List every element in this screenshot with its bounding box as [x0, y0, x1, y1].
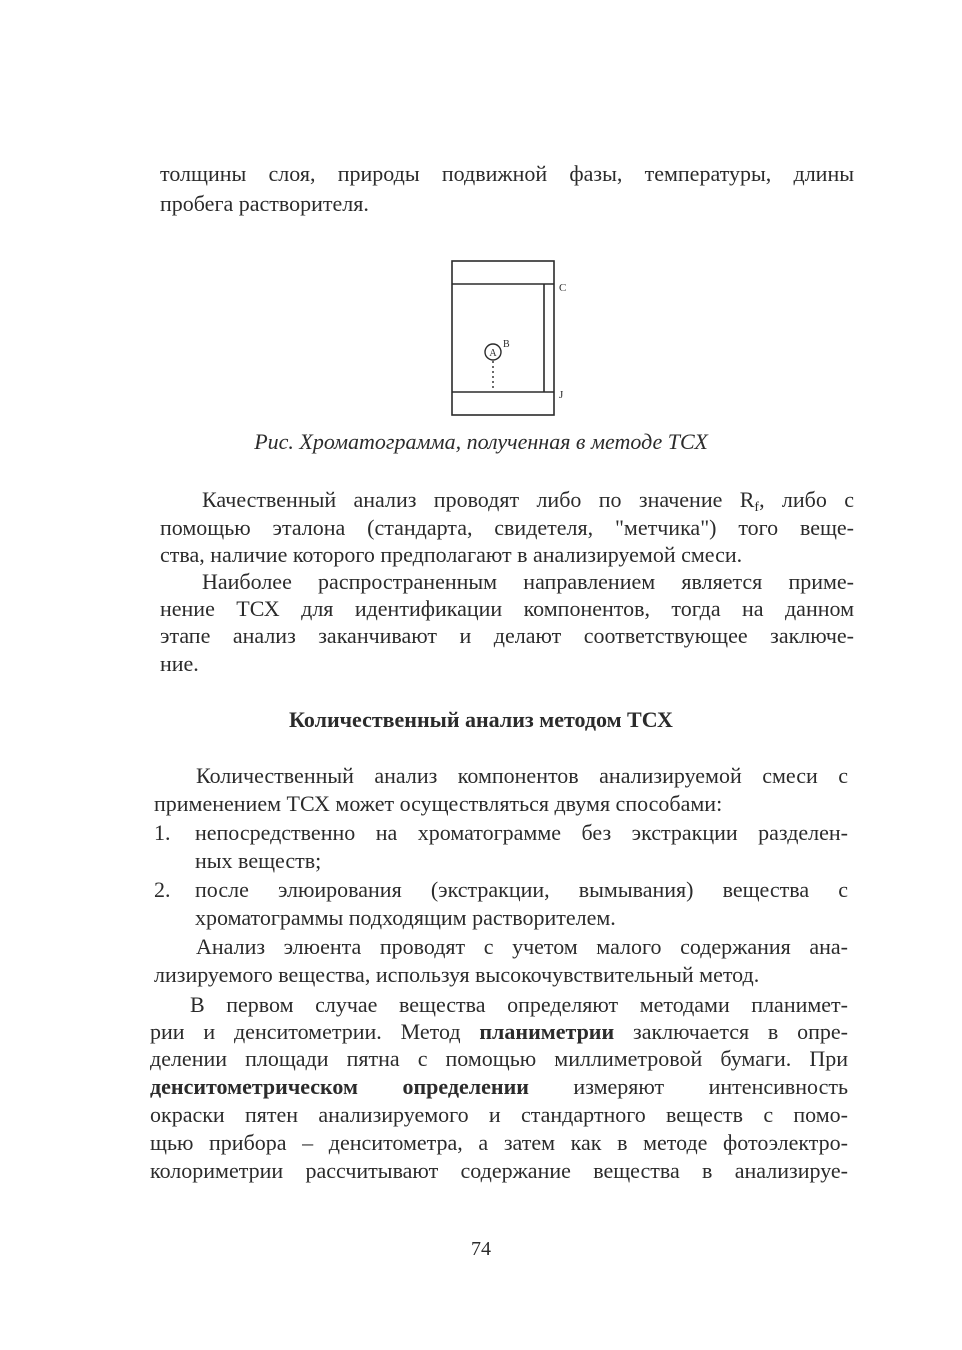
text-line: толщины слоя, природы подвижной фазы, температуры, длины — [160, 161, 854, 186]
bottom-marker: J — [559, 389, 564, 401]
chromatogram-figure — [446, 255, 576, 420]
text-line: ства, наличие которого предполагают в анализируемой смеси. — [160, 542, 743, 567]
spot-marker: B — [503, 339, 510, 350]
text-line: ние. — [160, 651, 199, 676]
text-line: применением ТСХ может осуществляться двумя способами: — [154, 791, 723, 816]
text-line: помощью эталона (стандарта, свидетеля, "метчика") того веще- — [160, 515, 854, 540]
text-line: колориметрии рассчитывают содержание вещества в анализируе- — [150, 1158, 848, 1183]
text-line: лизируемого вещества, используя высокочувствительный метод. — [154, 962, 760, 987]
page-number: 74 — [471, 1238, 491, 1260]
list-number: 2. — [154, 877, 171, 902]
text-line: рии и денситометрии. Метод планиметрии заключается в опре- — [150, 1019, 849, 1044]
list-item-line: после элюирования (экстракции, вымывания) вещества с — [195, 877, 848, 902]
text-line: В первом случае вещества определяют методами планимет- — [190, 992, 848, 1017]
text-line: этапе анализ заканчивают и делают соответствующее заключе- — [160, 623, 854, 648]
text-line: Качественный анализ проводят либо по значение $R_f$, либо с — [202, 487, 854, 515]
text-line: Наиболее распространенным направлением является приме- — [202, 569, 854, 594]
text-line: денситометрическом определении измеряют интенсивность — [150, 1074, 848, 1099]
spot-label: A — [489, 348, 497, 359]
list-number: 1. — [154, 820, 171, 845]
text-line: окраски пятен анализируемого и стандартного веществ с помо- — [150, 1102, 848, 1127]
list-item-line: непосредственно на хроматограмме без экстракции разделен- — [195, 820, 848, 845]
text-line: Анализ элюента проводят с учетом малого содержания ана- — [196, 934, 848, 959]
top-marker: C — [559, 282, 567, 294]
text-line: пробега растворителя. — [160, 191, 369, 216]
figure-caption: Рис. Хроматограмма, полученная в методе ТСХ — [254, 429, 708, 454]
list-item-line: ных веществ; — [195, 848, 322, 873]
section-heading: Количественный анализ методом ТСХ — [289, 707, 673, 732]
text-line: Количественный анализ компонентов анализируемой смеси с — [196, 763, 848, 788]
text-line: щью прибора – денситометра, а затем как в методе фотоэлектро- — [150, 1130, 848, 1155]
list-item-line: хроматограммы подходящим растворителем. — [195, 905, 616, 930]
text-line: нение ТСХ для идентификации компонентов, тогда на данном — [160, 596, 854, 621]
text-line: делении площади пятна с помощью миллиметровой бумаги. При — [150, 1046, 848, 1071]
